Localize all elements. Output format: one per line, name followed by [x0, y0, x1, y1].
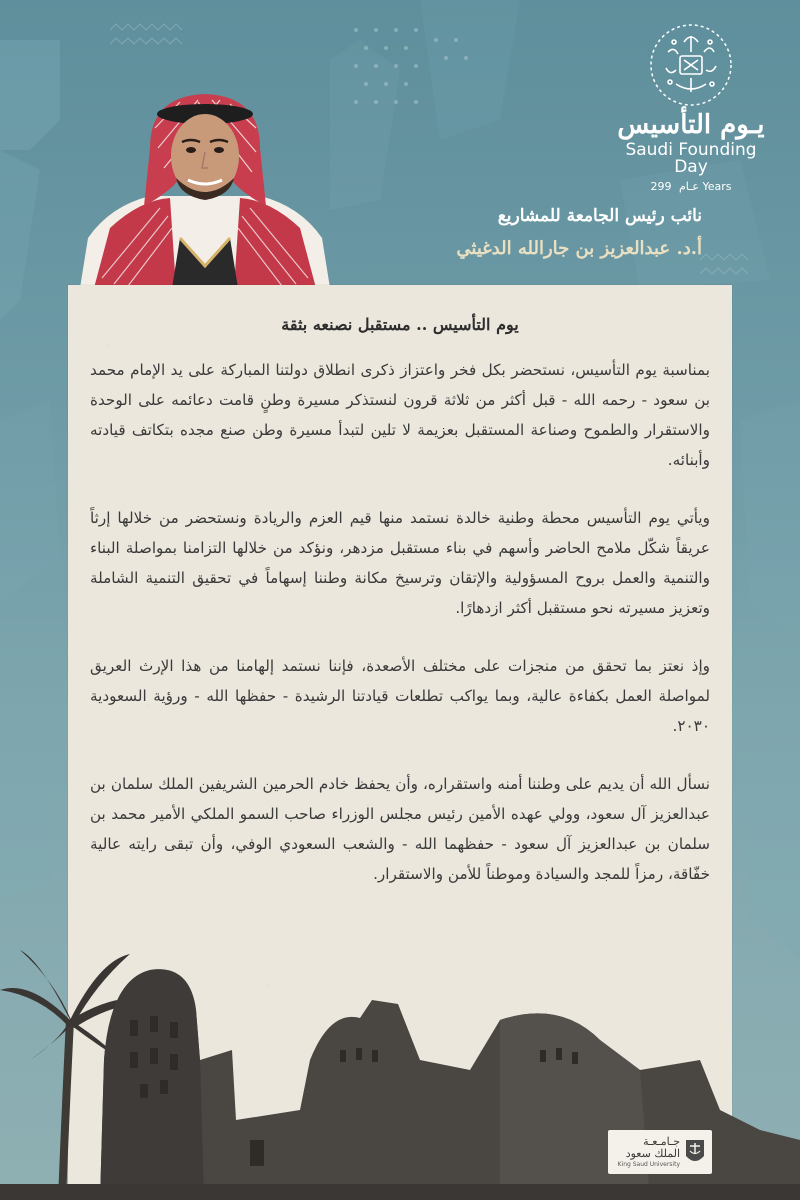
person-role: نائب رئيس الجامعة للمشاريع	[497, 206, 702, 226]
paragraph-4: نسأل الله أن يديم على وطننا أمنه واستقراره، وأن يحفظ خادم الحرمين الشريفين الملك سلمان بن عبدالعزيز آل سعود، وولي عهده الأمين رئيس مجلس الوزراء صاحب السمو الملكي الأمير محمد بن سلمان بن عبدالعزيز آل سعود - حفظهما الله - والشعب السعودي الوفي، وأن تبقى رايته عالية خفّاقة، رمزاً للمجد والسيادة وموطناً للأمن والاستقرار.	[90, 775, 710, 883]
person-name: أ.د. عبدالعزيز بن جارالله الدغيثي	[456, 238, 702, 259]
years-en: 299 Years	[650, 180, 732, 193]
king-saud-university-crest-icon	[684, 1138, 706, 1166]
ksu-name-line1: جـامـعـة	[643, 1134, 680, 1148]
letter-title: يوم التأسيس .. مستقبل نصنعه بثقة	[281, 315, 519, 334]
ksu-name-line2: الملك سعود	[625, 1146, 680, 1160]
founding-day-title-en: Saudi Founding Day	[625, 140, 757, 177]
founding-day-emblem-icon	[648, 22, 734, 108]
founding-day-title-ar: يـوم التأسيس	[617, 110, 765, 140]
founding-day-logo	[606, 22, 776, 193]
years-ar: عـام	[679, 180, 699, 193]
paragraph-1: بمناسبة يوم التأسيس، نستحضر بكل فخر واعتزاز ذكرى انطلاق دولتنا المباركة على يد الإمام محمد بن سعود - رحمه الله - قبل أكثر من ثلاثة قرون لنستذكر مسيرة وطنٍ قامت دعائمه على الوحدة والاستقرار والطموح وصناعة المستقبل بعزيمة لا تلين لتبدأ مسيرة وطن صنع مجده بتكاتف قيادته وأبنائه.	[90, 361, 710, 469]
king-saud-university-logo	[608, 1130, 712, 1174]
founding-day-years	[606, 180, 776, 193]
letter-body	[90, 355, 710, 917]
paragraph-3: وإذ نعتز بما تحقق من منجزات على مختلف الأصعدة، فإننا نستمد إلهامنا من هذا الإرث العريق لمواصلة العمل بكفاءة عالية، وبما يواكب تطلعات قيادتنا الرشيدة - حفظها الله - ورؤية السعودية ٢٠٣٠.	[90, 657, 710, 735]
paragraph-2: ويأتي يوم التأسيس محطة وطنية خالدة نستمد منها قيم العزم والريادة ونستحضر من خلالها إرثاً عريقاً شكّل ملامح الحاضر وأسهم في بناء مستقبل مزدهر، ونؤكد من خلالها التزامنا بمواصلة البناء والتنمية والعمل بروح المسؤولية والإتقان وترسيخ مكانة وطننا إسهاماً في تحقيق التنمية الشاملة وتعزيز مسيرته نحو مستقبل أكثر ازدهارًا.	[90, 509, 710, 617]
ksu-text	[618, 1136, 680, 1169]
ksu-name-en: King Saud University	[617, 1160, 680, 1168]
